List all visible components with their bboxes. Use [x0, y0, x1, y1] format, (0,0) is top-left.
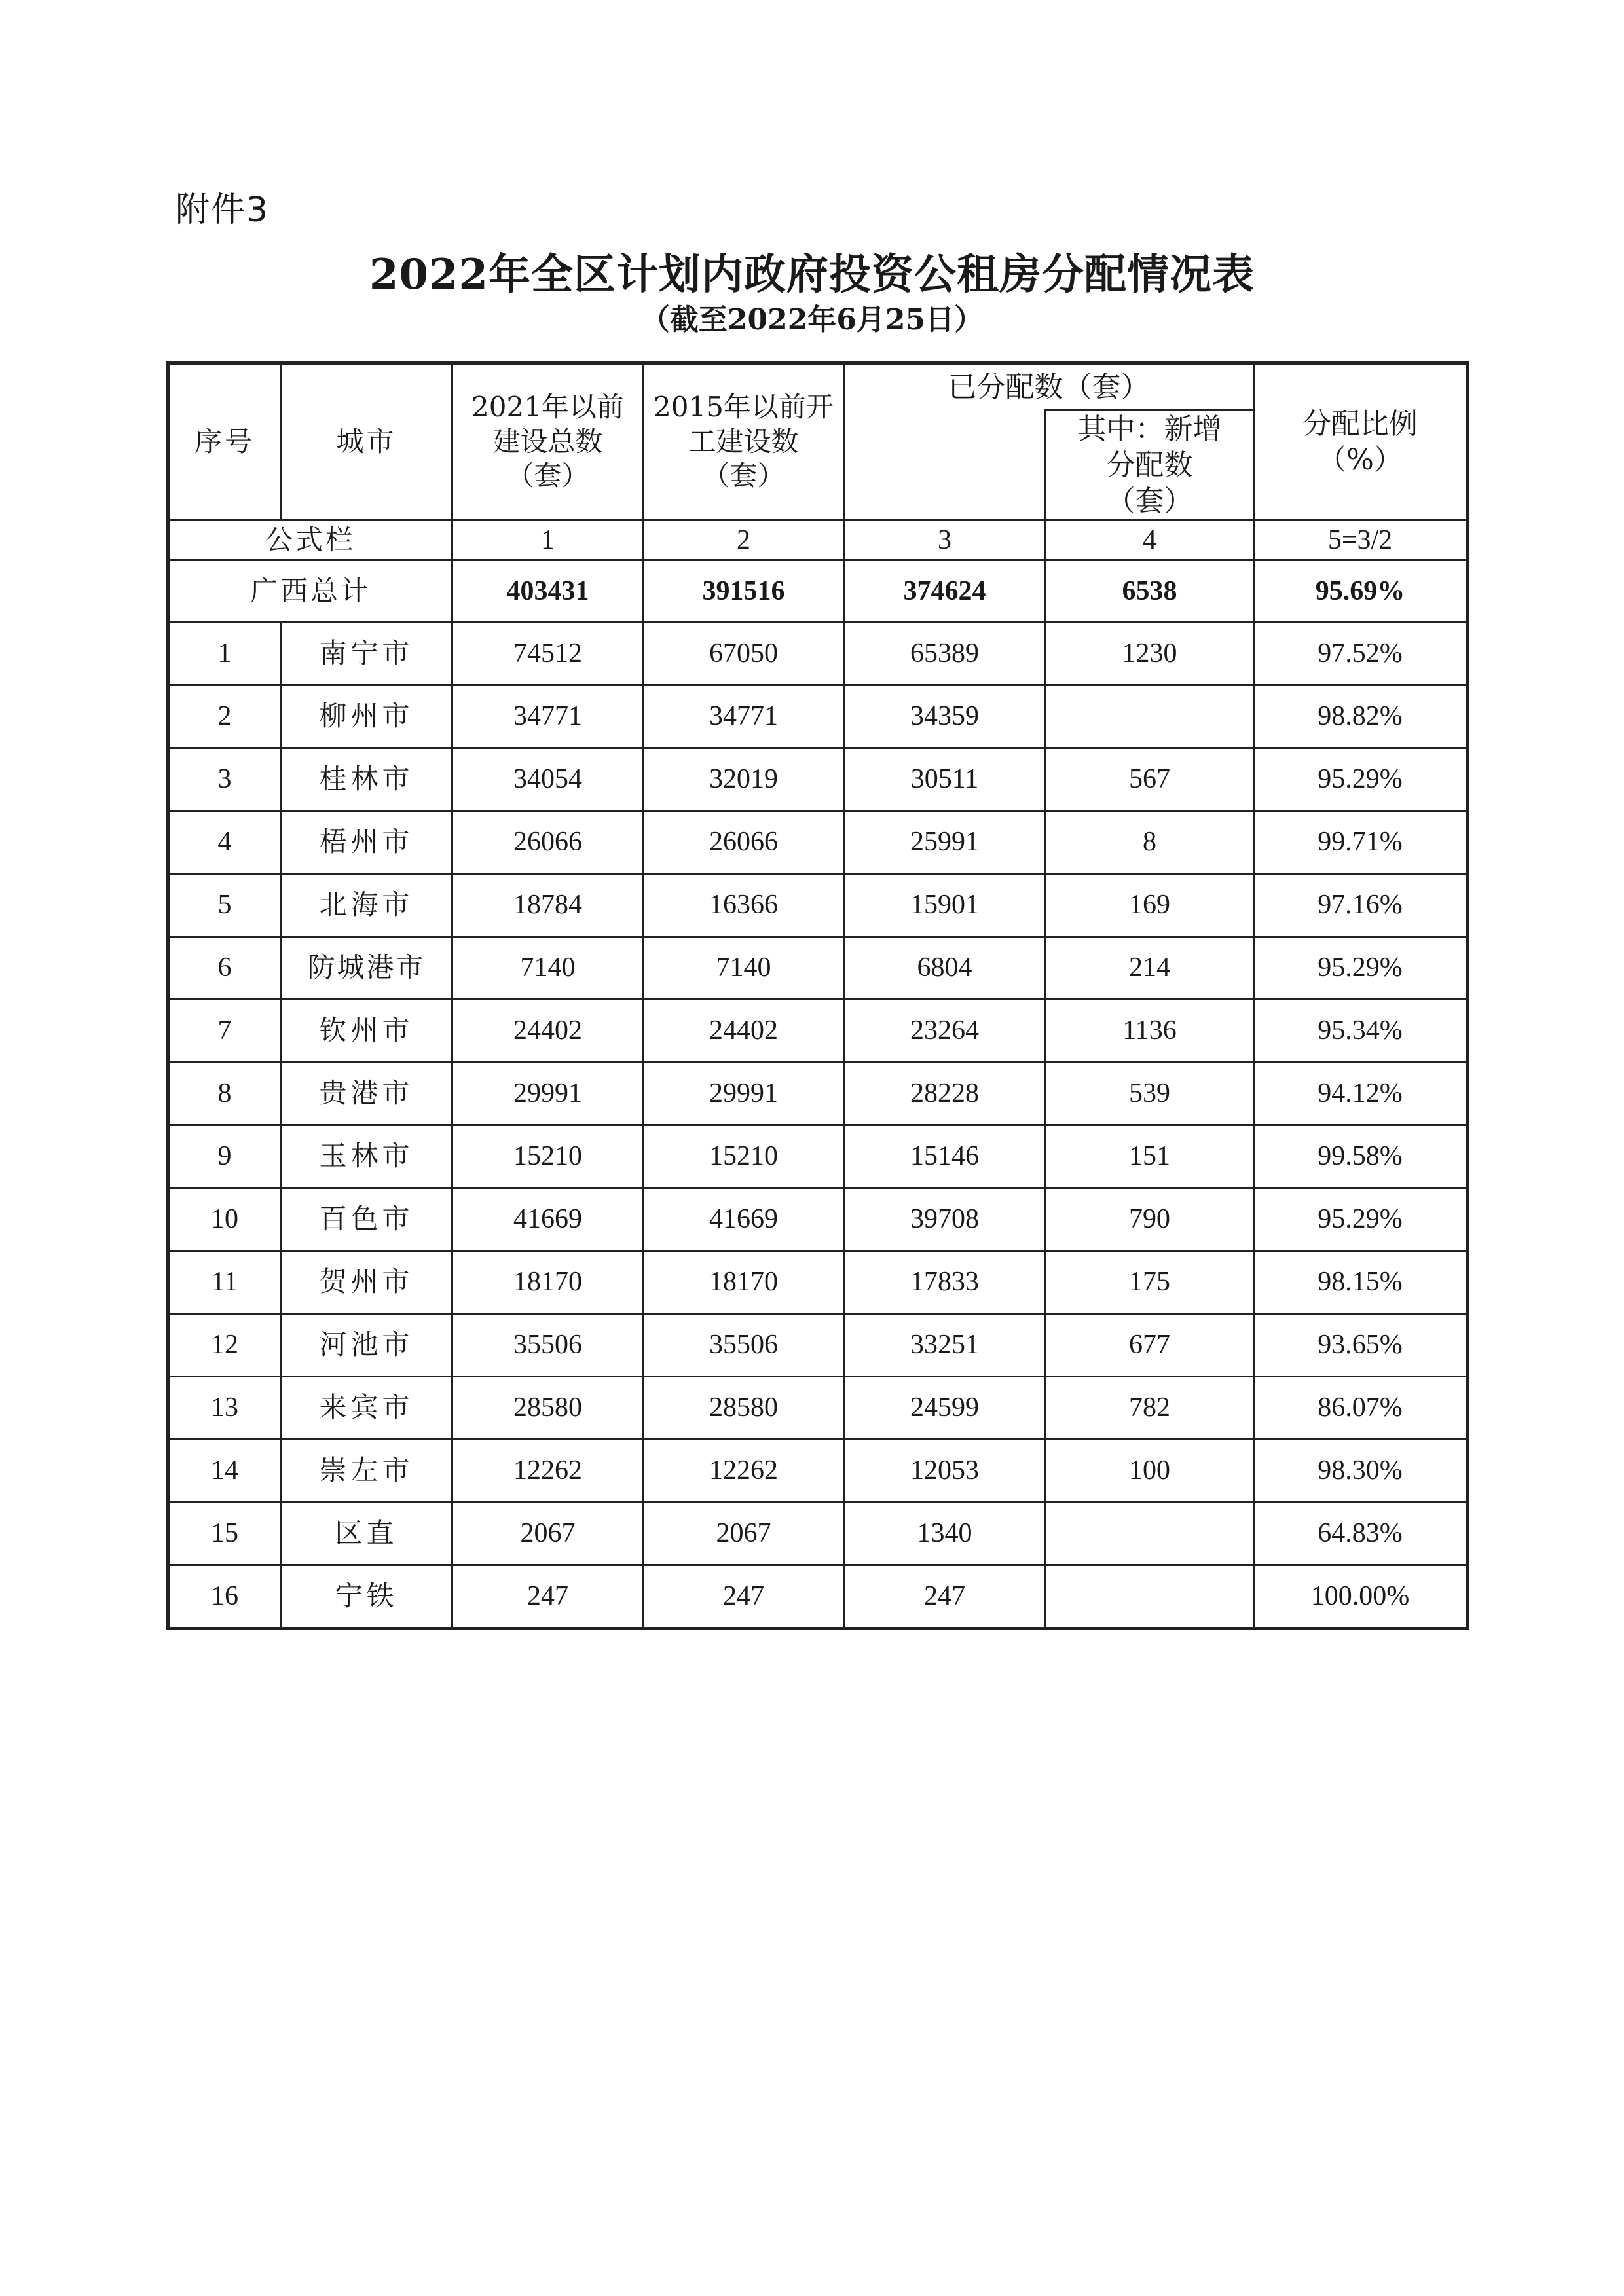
header-new-allocated — [1046, 410, 1254, 520]
row-c4: 677 — [1046, 1314, 1254, 1377]
row-city: 柳州市 — [281, 685, 452, 748]
header-ratio — [1254, 363, 1467, 520]
row-c1: 24402 — [452, 1000, 644, 1063]
row-seq: 9 — [168, 1125, 281, 1188]
table-row — [168, 1565, 1467, 1629]
header-new-line1: 其中：新增 — [1077, 412, 1222, 446]
table-row — [168, 623, 1467, 685]
row-c1: 7140 — [452, 937, 644, 1000]
row-c4: 8 — [1046, 811, 1254, 874]
row-city: 区直 — [281, 1503, 452, 1565]
row-c2: 24402 — [644, 1000, 844, 1063]
table-row — [168, 685, 1467, 748]
row-c4: 1230 — [1046, 623, 1254, 685]
table-row — [168, 1503, 1467, 1565]
row-city: 防城港市 — [281, 937, 452, 1000]
row-c4: 169 — [1046, 874, 1254, 937]
row-c2: 18170 — [644, 1251, 844, 1314]
row-c4 — [1046, 1503, 1254, 1565]
row-c2: 32019 — [644, 748, 844, 811]
row-c3: 15146 — [844, 1125, 1046, 1188]
row-c3: 65389 — [844, 623, 1046, 685]
row-c3: 15901 — [844, 874, 1046, 937]
header-allocated: 已分配数（套） — [844, 363, 1254, 410]
total-c5: 95.69% — [1254, 560, 1467, 623]
row-city: 贵港市 — [281, 1063, 452, 1125]
row-c1: 18170 — [452, 1251, 644, 1314]
table-row — [168, 937, 1467, 1000]
row-c1: 28580 — [452, 1377, 644, 1440]
row-seq: 6 — [168, 937, 281, 1000]
row-c3: 39708 — [844, 1188, 1046, 1251]
row-c3: 23264 — [844, 1000, 1046, 1063]
row-city: 钦州市 — [281, 1000, 452, 1063]
formula-row — [168, 520, 1467, 560]
row-c2: 35506 — [644, 1314, 844, 1377]
row-c5: 100.00% — [1254, 1565, 1467, 1629]
total-c3: 374624 — [844, 560, 1046, 623]
row-c1: 2067 — [452, 1503, 644, 1565]
row-city: 玉林市 — [281, 1125, 452, 1188]
header-new-line3: （套） — [1106, 484, 1193, 518]
table-row — [168, 1000, 1467, 1063]
table-row — [168, 1125, 1467, 1188]
row-c2: 12262 — [644, 1440, 844, 1503]
row-c3: 33251 — [844, 1314, 1046, 1377]
row-c5: 93.65% — [1254, 1314, 1467, 1377]
formula-c2: 2 — [644, 520, 844, 560]
row-c2: 67050 — [644, 623, 844, 685]
row-seq: 11 — [168, 1251, 281, 1314]
formula-c4: 4 — [1046, 520, 1254, 560]
row-c2: 247 — [644, 1565, 844, 1629]
row-c4: 100 — [1046, 1440, 1254, 1503]
allocation-table — [166, 361, 1469, 1630]
row-city: 宁铁 — [281, 1565, 452, 1629]
header-ratio-line1: 分配比例 — [1302, 407, 1418, 441]
row-c4: 175 — [1046, 1251, 1254, 1314]
row-c4: 539 — [1046, 1063, 1254, 1125]
total-c4: 6538 — [1046, 560, 1254, 623]
row-c3: 17833 — [844, 1251, 1046, 1314]
row-seq: 15 — [168, 1503, 281, 1565]
table-row — [168, 1251, 1467, 1314]
row-c3: 30511 — [844, 748, 1046, 811]
row-c4: 567 — [1046, 748, 1254, 811]
row-c2: 7140 — [644, 937, 844, 1000]
header-ratio-line2: （%） — [1318, 443, 1403, 477]
header-total-built-line3: （套） — [506, 460, 589, 492]
formula-label: 公式栏 — [168, 520, 452, 560]
table-row — [168, 1440, 1467, 1503]
table-row — [168, 1377, 1467, 1440]
row-c2: 28580 — [644, 1377, 844, 1440]
row-c1: 12262 — [452, 1440, 644, 1503]
row-c2: 26066 — [644, 811, 844, 874]
row-city: 北海市 — [281, 874, 452, 937]
row-c1: 15210 — [452, 1125, 644, 1188]
header-total-built — [452, 363, 644, 520]
total-label: 广西总计 — [168, 560, 452, 623]
row-c5: 95.29% — [1254, 937, 1467, 1000]
row-c1: 29991 — [452, 1063, 644, 1125]
row-c2: 16366 — [644, 874, 844, 937]
row-c3: 24599 — [844, 1377, 1046, 1440]
row-city: 贺州市 — [281, 1251, 452, 1314]
total-c1: 403431 — [452, 560, 644, 623]
row-c5: 98.82% — [1254, 685, 1467, 748]
header-allocated-spacer — [844, 410, 1046, 520]
row-city: 桂林市 — [281, 748, 452, 811]
row-c1: 74512 — [452, 623, 644, 685]
document-title: 2022年全区计划内政府投资公租房分配情况表 — [369, 250, 1255, 299]
row-c3: 34359 — [844, 685, 1046, 748]
row-seq: 1 — [168, 623, 281, 685]
row-c3: 1340 — [844, 1503, 1046, 1565]
row-c5: 97.16% — [1254, 874, 1467, 937]
row-c5: 64.83% — [1254, 1503, 1467, 1565]
row-c5: 95.34% — [1254, 1000, 1467, 1063]
row-seq: 13 — [168, 1377, 281, 1440]
row-c2: 15210 — [644, 1125, 844, 1188]
row-seq: 5 — [168, 874, 281, 937]
row-c4: 151 — [1046, 1125, 1254, 1188]
table-row — [168, 748, 1467, 811]
row-c2: 2067 — [644, 1503, 844, 1565]
row-c3: 12053 — [844, 1440, 1046, 1503]
row-c3: 25991 — [844, 811, 1046, 874]
row-c3: 6804 — [844, 937, 1046, 1000]
row-c4: 790 — [1046, 1188, 1254, 1251]
attachment-label: 附件3 — [175, 191, 270, 230]
row-c2: 29991 — [644, 1063, 844, 1125]
header-started-line1: 2015年以前开 — [654, 391, 834, 424]
row-seq: 3 — [168, 748, 281, 811]
row-c5: 99.71% — [1254, 811, 1467, 874]
row-c1: 26066 — [452, 811, 644, 874]
row-city: 崇左市 — [281, 1440, 452, 1503]
row-c5: 86.07% — [1254, 1377, 1467, 1440]
total-row — [168, 560, 1467, 623]
total-c2: 391516 — [644, 560, 844, 623]
header-city: 城市 — [281, 363, 452, 520]
row-c4: 214 — [1046, 937, 1254, 1000]
formula-c3: 3 — [844, 520, 1046, 560]
row-city: 来宾市 — [281, 1377, 452, 1440]
row-c4 — [1046, 685, 1254, 748]
row-seq: 8 — [168, 1063, 281, 1125]
table-row — [168, 1188, 1467, 1251]
row-c1: 247 — [452, 1565, 644, 1629]
row-c5: 95.29% — [1254, 1188, 1467, 1251]
header-started-line2: 工建设数 — [688, 425, 799, 458]
header-seq: 序号 — [168, 363, 281, 520]
header-started-line3: （套） — [702, 460, 785, 492]
row-c5: 94.12% — [1254, 1063, 1467, 1125]
row-c5: 97.52% — [1254, 623, 1467, 685]
row-seq: 14 — [168, 1440, 281, 1503]
document-subtitle: （截至2022年6月25日） — [640, 303, 984, 337]
formula-c5: 5=3/2 — [1254, 520, 1467, 560]
header-total-built-line1: 2021年以前 — [471, 391, 624, 424]
table-row — [168, 1314, 1467, 1377]
header-new-line2: 分配数 — [1106, 448, 1193, 482]
row-seq: 7 — [168, 1000, 281, 1063]
row-seq: 10 — [168, 1188, 281, 1251]
row-c5: 99.58% — [1254, 1125, 1467, 1188]
row-c1: 35506 — [452, 1314, 644, 1377]
row-c3: 247 — [844, 1565, 1046, 1629]
row-seq: 4 — [168, 811, 281, 874]
row-c2: 34771 — [644, 685, 844, 748]
row-c4: 782 — [1046, 1377, 1254, 1440]
row-c4 — [1046, 1565, 1254, 1629]
row-city: 梧州市 — [281, 811, 452, 874]
row-city: 南宁市 — [281, 623, 452, 685]
row-c5: 95.29% — [1254, 748, 1467, 811]
row-city: 河池市 — [281, 1314, 452, 1377]
header-row-1 — [168, 363, 1467, 410]
row-c1: 34054 — [452, 748, 644, 811]
header-total-built-line2: 建设总数 — [492, 425, 603, 458]
row-seq: 2 — [168, 685, 281, 748]
header-started-before-2015 — [644, 363, 844, 520]
row-c1: 34771 — [452, 685, 644, 748]
formula-c1: 1 — [452, 520, 644, 560]
row-c1: 18784 — [452, 874, 644, 937]
row-c2: 41669 — [644, 1188, 844, 1251]
row-seq: 12 — [168, 1314, 281, 1377]
row-c5: 98.15% — [1254, 1251, 1467, 1314]
row-c5: 98.30% — [1254, 1440, 1467, 1503]
table-row — [168, 1063, 1467, 1125]
row-c4: 1136 — [1046, 1000, 1254, 1063]
row-city: 百色市 — [281, 1188, 452, 1251]
table-row — [168, 811, 1467, 874]
row-c1: 41669 — [452, 1188, 644, 1251]
table-row — [168, 874, 1467, 937]
row-c3: 28228 — [844, 1063, 1046, 1125]
row-seq: 16 — [168, 1565, 281, 1629]
